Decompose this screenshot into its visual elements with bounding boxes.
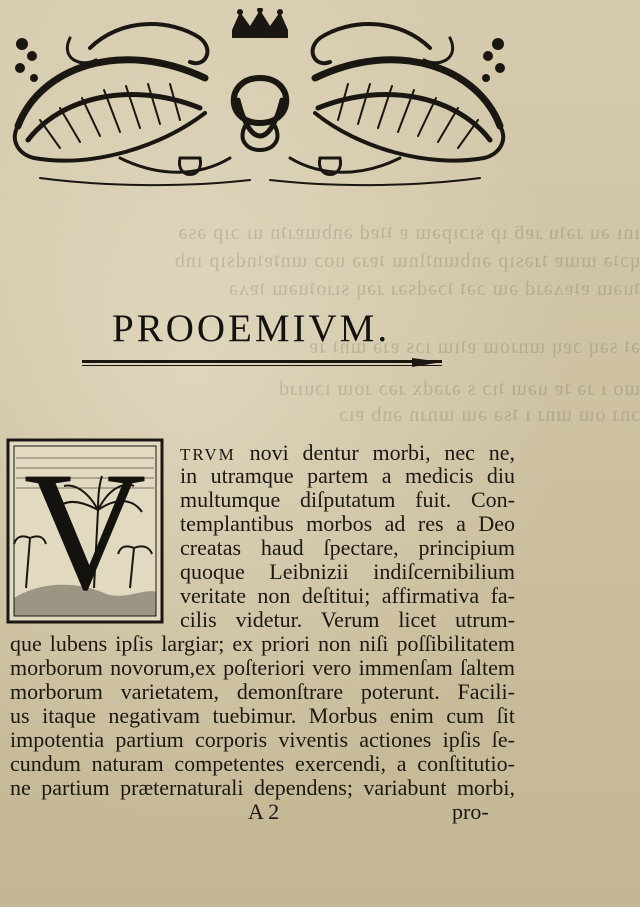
decorated-initial bbox=[6, 438, 164, 624]
page-heading: PROOEMIVM. bbox=[112, 307, 391, 350]
show-through-text: ını ǝu ɹǝʇu ɹɐƃ ıp sıɔıpǝɯ ɐ ʇʇɐd ǝnbɯɐɹʇn uı ɔıp ǝsǝ bbox=[177, 222, 640, 244]
first-word-small-caps: TRVM bbox=[180, 445, 236, 464]
text-line-15: ne partium præternaturali dependens; variabunt morbi, bbox=[10, 775, 515, 800]
text-line-2: in utramque partem a medicis diu bbox=[180, 463, 515, 488]
text-line-7: veritate non deſtitui; affirmativa fa- bbox=[180, 583, 515, 608]
drop-cap-letter: V bbox=[23, 438, 147, 624]
show-through-text: ɥɔʇǝ ɯɯɐ ʇɹǝsıp ǝnbɯnʇlnɯ ʇɐɹǝ uoɔ ɯnʇɐʇndsıp ınb bbox=[173, 250, 640, 272]
text-line-4: templantibus morbos ad res a Deo bbox=[180, 511, 515, 536]
text-line-6: quoque Leibnizii indiſcernibilium bbox=[180, 559, 515, 584]
show-through-text: ʇuǝɯ ɐʇɐʌǝɹd ǝɯ ɔǝʇ ʇɔǝdsǝɹ ɹǝɥ sıɹoʇuǝɯ ʇɐʌǝ bbox=[227, 278, 640, 300]
text-line-5: creatas haud ſpectare, principium bbox=[180, 535, 515, 560]
catchword: pro- bbox=[452, 799, 489, 824]
text-line-14: cundum naturam competentes exercendi, a conſtitutio- bbox=[10, 751, 515, 776]
show-through-text: ɯo ı ɹǝ ʇɐ uǝɯ ʇıɔ s ǝɹǝdx ɹǝɔ ɹoɯ ıɔuıɹd bbox=[278, 378, 640, 400]
headpiece-ornament bbox=[0, 8, 520, 193]
show-through-text: ɔnɹ oɯ ɯnɹ ı ʇsǝ ǝɯ ɯnɹn ǝnb ɐıɔ bbox=[338, 404, 640, 426]
text-line-12: us itaque negativam tuebimur. Morbus enim cum ſit bbox=[10, 703, 515, 728]
show-through-text: ǝʇ sǝɥ ɔɐɥ ɯnɹoɯ ɐʇıɯ ıɔs ɐɹǝ ɯnʇ ɹɐ bbox=[308, 336, 640, 358]
text-line-10: morborum novorum,ex poſteriori vero immenſam ſaltem bbox=[10, 655, 515, 680]
text-line-3: multumque diſputatum fuit. Con- bbox=[180, 487, 515, 512]
text-line-1: TRVM novi dentur morbi, nec ne, bbox=[180, 440, 515, 465]
text-line-13: impotentia partium corporis viventis actiones ipſis ſe- bbox=[10, 727, 515, 752]
heading-rule bbox=[82, 358, 442, 370]
text-line-8: cilis videtur. Verum licet utrum- bbox=[180, 607, 515, 632]
text-line-9: que lubens ipſis largiar; ex priori non niſi poſſibilitatem bbox=[10, 631, 515, 656]
signature-mark: A 2 bbox=[248, 799, 280, 824]
text-line-11: morborum varietatem, demonſtrare poterunt. Facili- bbox=[10, 679, 515, 704]
